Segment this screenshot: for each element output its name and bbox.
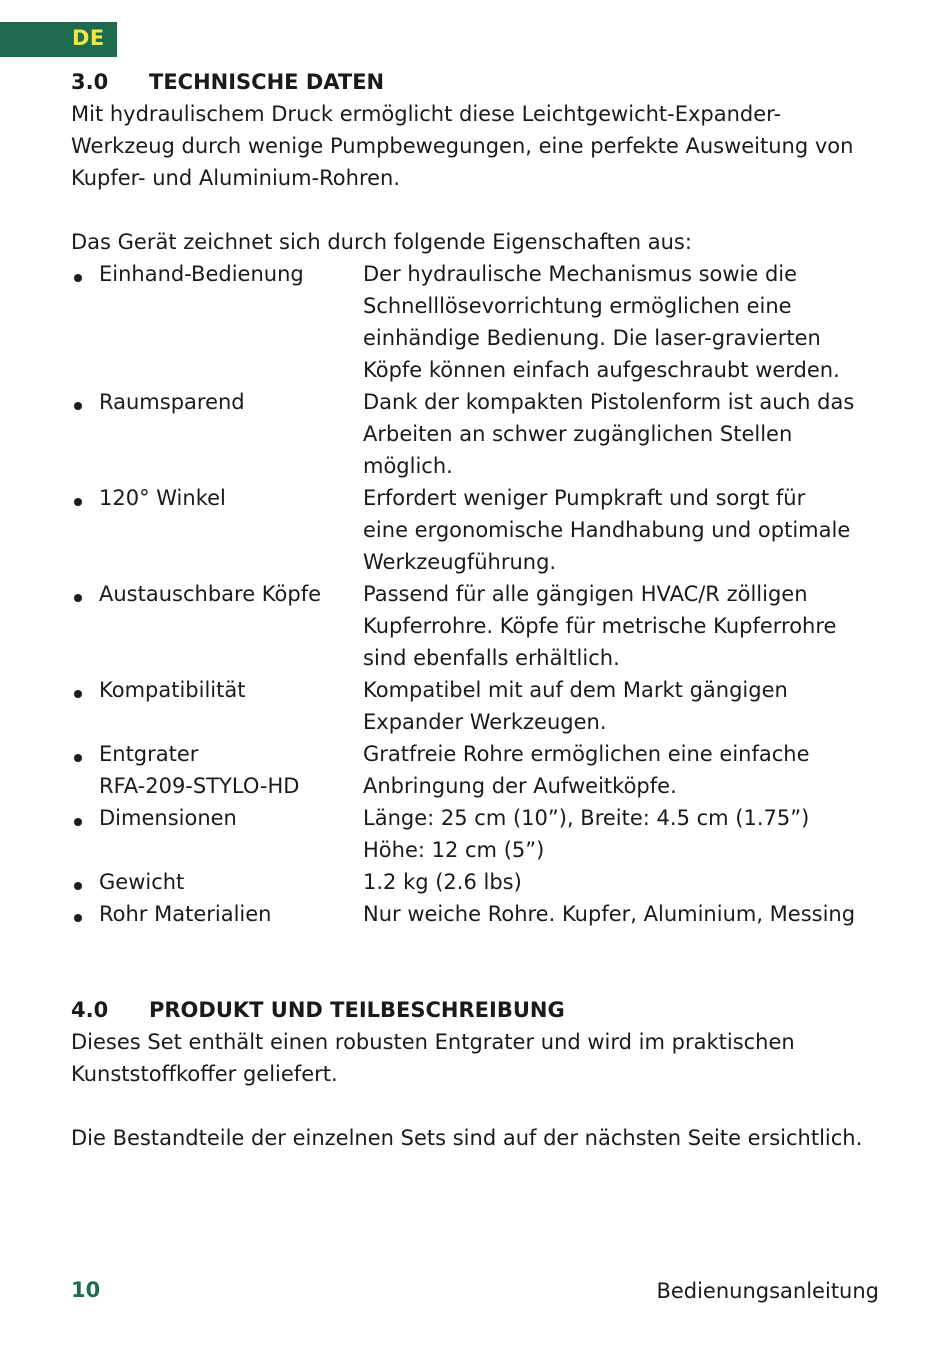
section-3-number: 3.0: [71, 70, 109, 94]
feature-item: [71, 386, 891, 482]
spacer: [71, 962, 891, 994]
section-4-title: PRODUKT UND TEILBESCHREIBUNG: [149, 998, 565, 1022]
footer-document-title: Bedienungsanleitung: [656, 1279, 879, 1303]
feature-item: [71, 674, 891, 738]
feature-item: [71, 258, 891, 386]
section-4-heading: [71, 994, 891, 1026]
bullet-icon: [71, 482, 99, 578]
bullet-icon: [71, 386, 99, 482]
section-3-title: TECHNISCHE DATEN: [149, 70, 385, 94]
feature-name: Einhand-Bedienung: [99, 262, 304, 286]
spacer: [71, 1090, 891, 1122]
spacer: [71, 194, 891, 226]
page-number: 10: [71, 1278, 101, 1302]
feature-description: Nur weiche Rohre. Kupfer, Aluminium, Messing: [363, 902, 856, 926]
section-4-number: 4.0: [71, 998, 109, 1022]
feature-description: Erfordert weniger Pumpkraft und sorgt für eine ergonomische Handhabung und optimale Werkzeugführung.: [363, 486, 851, 574]
feature-name: Dimensionen: [99, 806, 237, 830]
feature-description: Passend für alle gängigen HVAC/R zölligen Kupferrohre. Köpfe für metrische Kupferrohre sind ebenfalls erhältlich.: [363, 582, 837, 670]
feature-description: Kompatibel mit auf dem Markt gängigen Expander Werkzeugen.: [363, 678, 788, 734]
feature-name: Entgrater RFA-209-STYLO-HD: [99, 742, 300, 798]
bullet-icon: [71, 738, 99, 802]
bullet-icon: [71, 578, 99, 674]
feature-name: Kompatibilität: [99, 678, 246, 702]
feature-item: [71, 898, 891, 930]
bullet-icon: [71, 258, 99, 386]
feature-name: Gewicht: [99, 870, 185, 894]
section-3-intro: Mit hydraulischem Druck ermöglicht diese Leichtgewicht-Expander- Werkzeug durch wenige Pumpbewegungen, eine perfekte Ausweitung von Kupfer- und Aluminium-Rohren.: [71, 102, 854, 190]
bullet-icon: [71, 674, 99, 738]
feature-description: Der hydraulische Mechanismus sowie die Schnelllösevorrichtung ermöglichen eine einhändige Bedienung. Die laser-gravierten Köpfe können einfach aufgeschraubt werden.: [363, 262, 840, 382]
feature-name: Raumsparend: [99, 390, 245, 414]
feature-name: Austauschbare Köpfe: [99, 582, 322, 606]
features-lead: Das Gerät zeichnet sich durch folgende Eigenschaften aus:: [71, 230, 692, 254]
feature-item: [71, 578, 891, 674]
page-content: [71, 66, 891, 1154]
feature-item: [71, 482, 891, 578]
feature-name: 120° Winkel: [99, 486, 226, 510]
language-tab: [0, 22, 117, 57]
feature-name: Rohr Materialien: [99, 902, 272, 926]
bullet-icon: [71, 898, 99, 930]
language-tab-label: DE: [72, 26, 105, 50]
feature-description: Gratfreie Rohre ermöglichen eine einfache Anbringung der Aufweitköpfe.: [363, 742, 810, 798]
feature-description: 1.2 kg (2.6 lbs): [363, 870, 522, 894]
bullet-icon: [71, 866, 99, 898]
section-4-paragraph-1: Dieses Set enthält einen robusten Entgrater und wird im praktischen Kunststoffkoffer geliefert.: [71, 1030, 795, 1086]
feature-description: Dank der kompakten Pistolenform ist auch das Arbeiten an schwer zugänglichen Stellen möglich.: [363, 390, 855, 478]
feature-item: [71, 866, 891, 898]
feature-item: [71, 802, 891, 866]
feature-list: [71, 258, 891, 930]
section-4-paragraph-2: Die Bestandteile der einzelnen Sets sind auf der nächsten Seite ersichtlich.: [71, 1126, 863, 1150]
bullet-icon: [71, 802, 99, 866]
section-3-heading: [71, 66, 891, 98]
feature-item: [71, 738, 891, 802]
spacer: [71, 930, 891, 962]
feature-description: Länge: 25 cm (10”), Breite: 4.5 cm (1.75”) Höhe: 12 cm (5”): [363, 806, 810, 862]
